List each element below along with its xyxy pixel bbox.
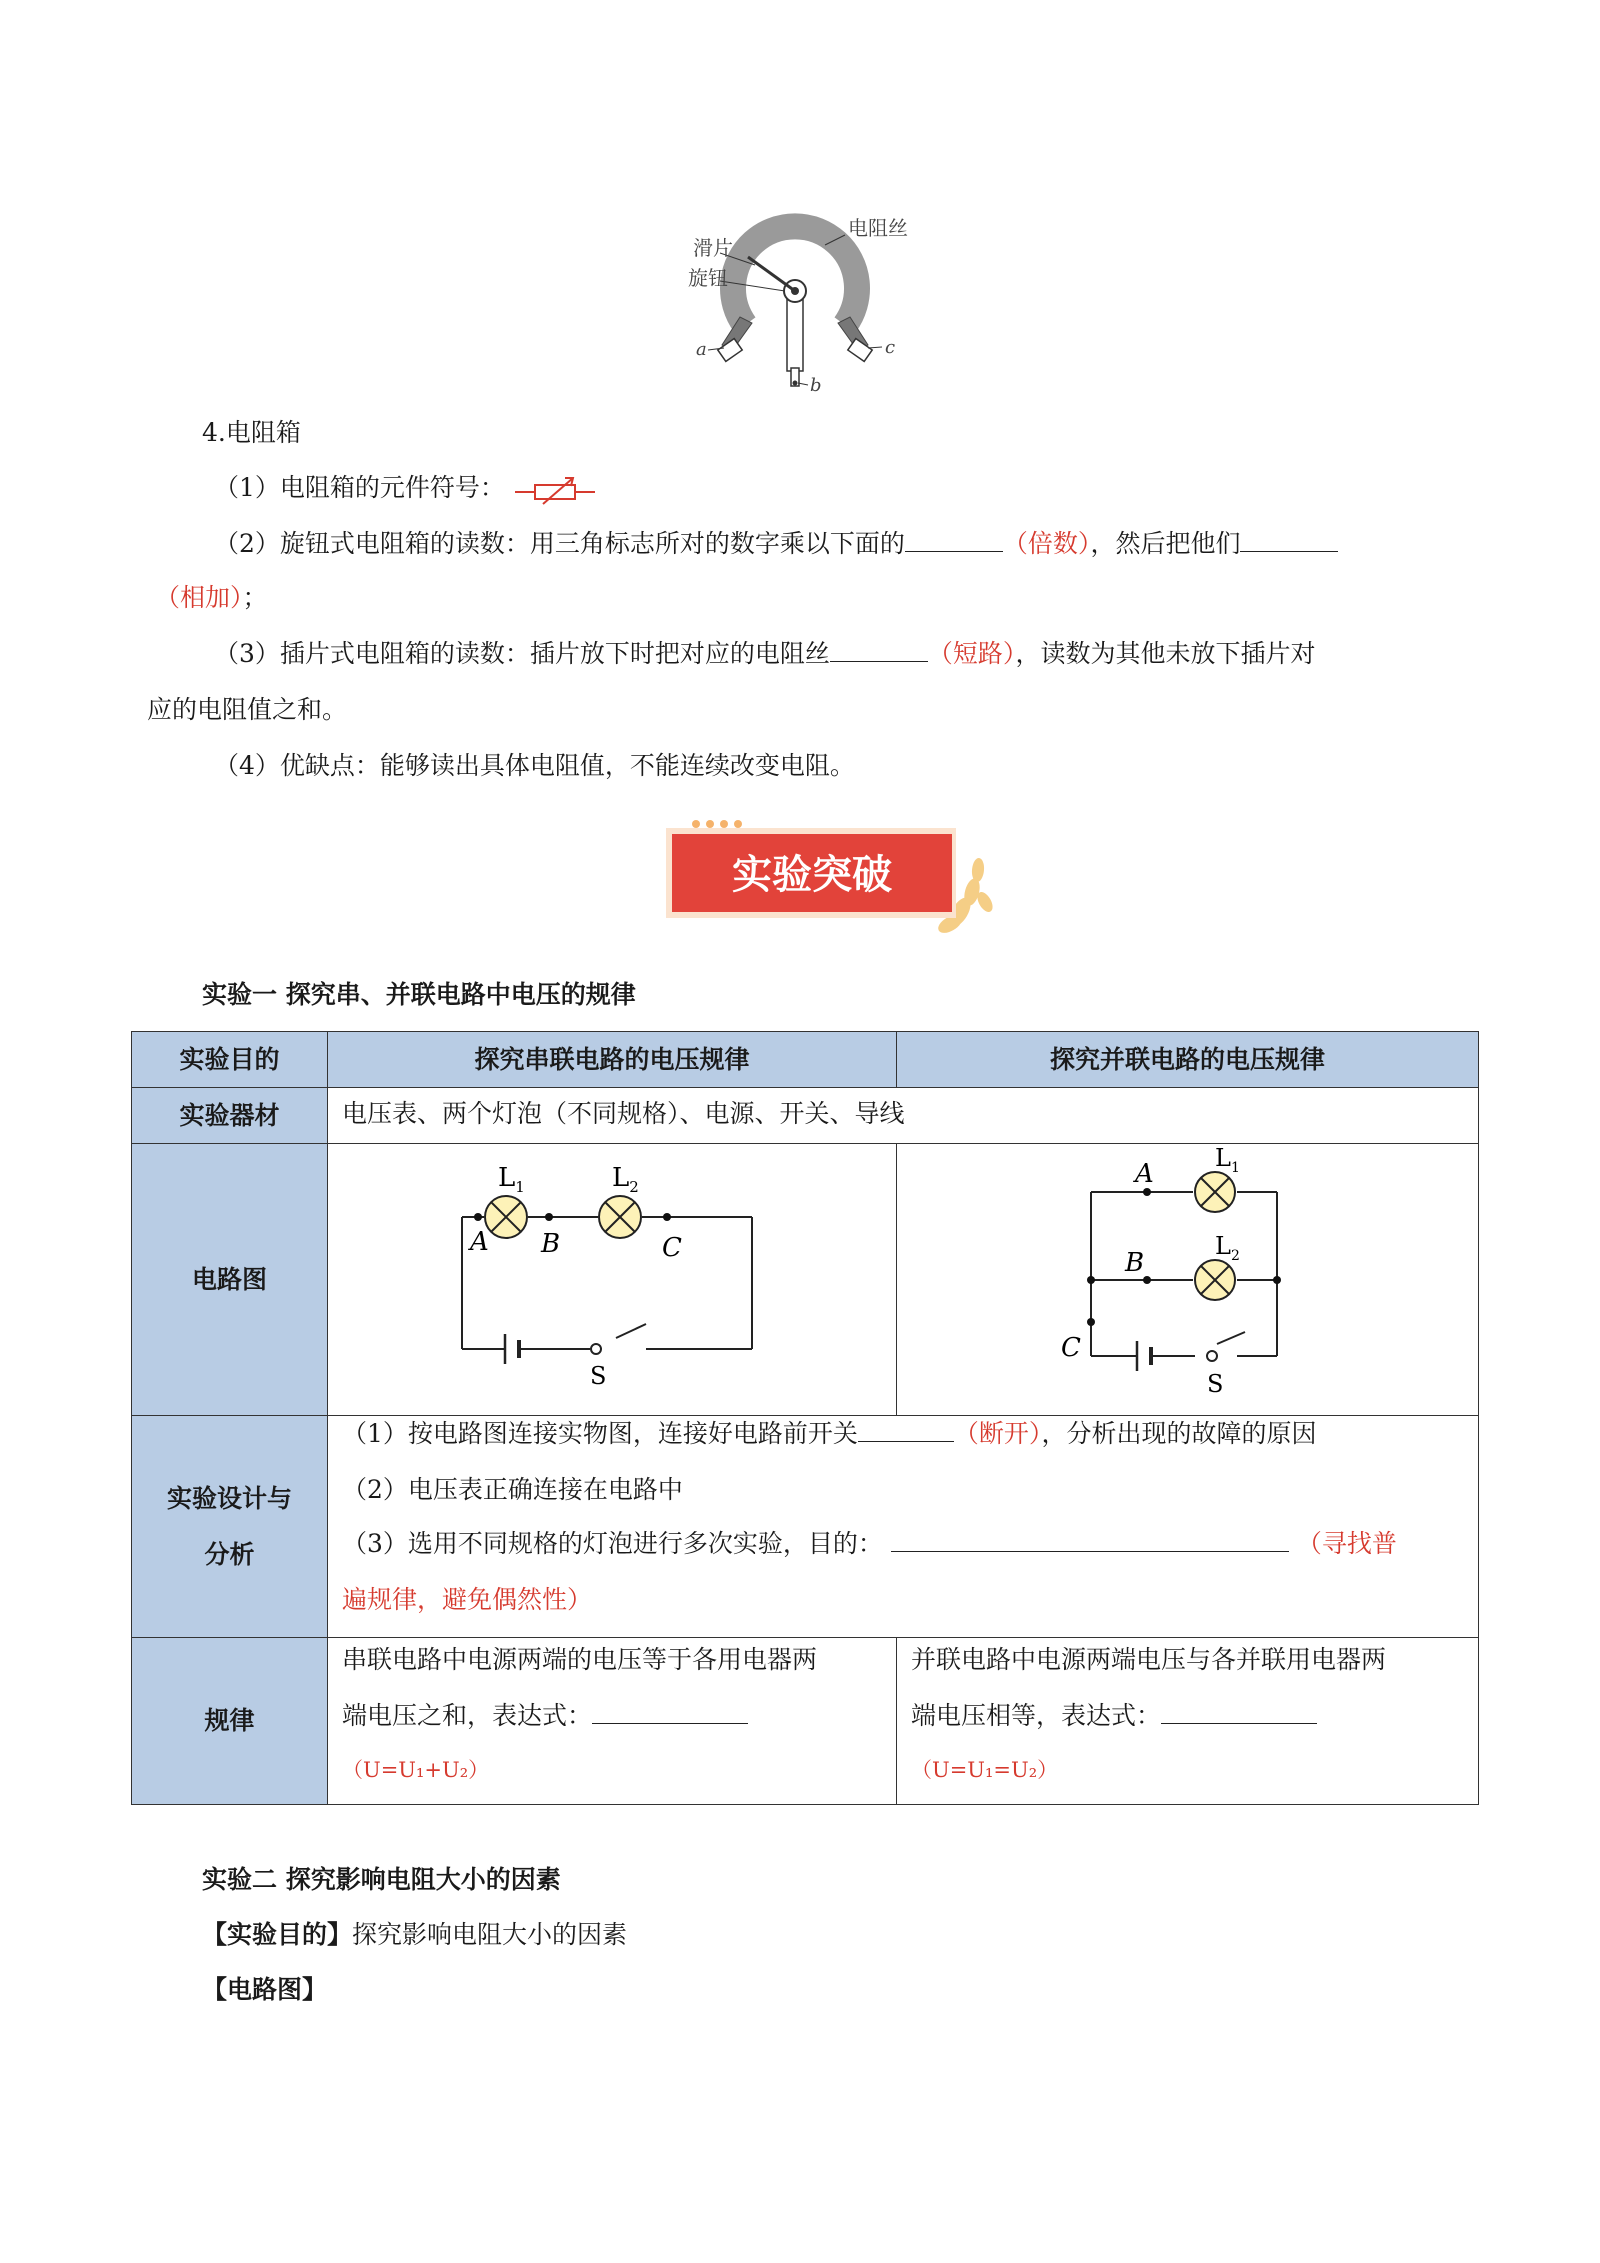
series-point-B: B (541, 1229, 561, 1259)
parallel-L2-label: $L_2$ (1215, 1232, 1240, 1264)
exp1-title: 实验一 探究串、并联电路中电压的规律 (202, 980, 636, 1009)
design-label-line1: 实验设计与 (166, 1483, 292, 1513)
resistance-box-symbol-icon (513, 472, 597, 508)
label-a: a (696, 339, 707, 360)
blank-purpose (891, 1527, 1289, 1552)
exp2-title: 实验二 探究影响电阻大小的因素 (202, 1865, 561, 1894)
circuit-label: 电路图 (132, 1144, 328, 1416)
item3-post: ，读数为其他未放下插片对 (1015, 639, 1316, 668)
purpose-label: 实验目的 (132, 1032, 328, 1088)
law-parallel-line1: 并联电路中电源两端电压与各并联用电器两 (911, 1645, 1387, 1674)
law-series-cell (328, 1638, 897, 1804)
section4-item1 (214, 470, 597, 508)
lamp-L2-icon (599, 1196, 641, 1238)
purpose-parallel: 探究并联电路的电压规律 (897, 1032, 1478, 1088)
series-point-C: C (662, 1233, 682, 1263)
design-label (132, 1416, 328, 1638)
series-circuit-cell (328, 1144, 897, 1416)
blank-short (830, 637, 928, 662)
parallel-lamp-L2-icon (1195, 1260, 1235, 1300)
law-parallel-line2: 端电压相等，表达式： (911, 1698, 1317, 1734)
experiment-banner (660, 812, 1015, 942)
switch-contact (591, 1344, 601, 1354)
answer-open: （断开） (953, 1419, 1042, 1448)
exp2-purpose-text: 探究影响电阻大小的因素 (352, 1920, 628, 1949)
item2-end: ； (242, 583, 268, 612)
design-item3: （3）选用不同规格的灯泡进行多次实验，目的： （寻找普 (342, 1529, 1397, 1558)
exp2-purpose-label: 【实验目的】 (202, 1920, 353, 1949)
series-L1-label: $L_1$ (498, 1163, 525, 1196)
blank-multiplier (905, 527, 1003, 552)
item2-text: （2）旋钮式电阻箱的读数：用三角标志所对的数字乘以下面的 (214, 529, 905, 558)
section4-title: 4.电阻箱 (202, 418, 301, 447)
law-label: 规律 (132, 1638, 328, 1804)
label-b: b (810, 375, 822, 396)
parallel-lamp-L1-icon (1195, 1172, 1235, 1212)
label-c: c (885, 337, 896, 358)
answer-sum: （相加） (155, 583, 243, 612)
design-item1: （1）按电路图连接实物图，连接好电路前开关 （断开），分析出现的故障的原因 (342, 1419, 1317, 1448)
parallel-L1-label: $L_1$ (1215, 1144, 1240, 1176)
blank-series-formula (592, 1699, 748, 1724)
section4-item2-line2 (155, 580, 268, 616)
answer-parallel-formula: （U=U₁=U₂） (911, 1758, 1059, 1782)
parallel-point-C: C (1061, 1333, 1081, 1363)
answer-series-formula: （U=U₁+U₂） (342, 1758, 490, 1782)
banner-graphic (660, 812, 1015, 942)
item3-text: （3）插片式电阻箱的读数：插片放下时把对应的电阻丝 (214, 639, 830, 668)
section4-item3-line2: 应的电阻值之和。 (147, 695, 348, 724)
experiment-table (131, 1031, 1479, 1805)
purpose-series: 探究串联电路的电压规律 (328, 1032, 897, 1088)
parallel-point-A: A (1135, 1159, 1154, 1189)
lamp-L1-icon (485, 1196, 527, 1238)
blank-parallel-formula (1161, 1699, 1317, 1724)
answer-purpose-1: （寻找普 (1296, 1529, 1397, 1558)
parallel-circuit-cell (897, 1144, 1478, 1416)
blank-switch (858, 1417, 954, 1442)
exp2-circuit-label: 【电路图】 (202, 1975, 328, 2004)
series-point-A: A (470, 1227, 489, 1257)
design-content (328, 1416, 1478, 1638)
law-series-line1: 串联电路中电源两端的电压等于各用电器两 (342, 1645, 818, 1674)
label-slider: 滑片 (693, 236, 733, 260)
equipment-value: 电压表、两个灯泡（不同规格）、电源、开关、导线 (328, 1088, 1478, 1144)
equipment-label: 实验器材 (132, 1088, 328, 1144)
exp2-purpose (202, 1917, 627, 1953)
label-wire: 电阻丝 (848, 216, 908, 240)
parallel-point-B: B (1125, 1248, 1145, 1278)
item1-text: （1）电阻箱的元件符号： (214, 473, 505, 502)
parallel-switch-S: S (1207, 1370, 1224, 1398)
series-L2-label: $L_2$ (612, 1163, 639, 1196)
law-parallel-cell (897, 1638, 1478, 1804)
parallel-circuit-diagram (897, 1144, 1476, 1414)
answer-short: （短路） (927, 639, 1016, 668)
answer-purpose-2: 遍规律，避免偶然性） (342, 1585, 593, 1614)
design-label-line2: 分析 (204, 1539, 255, 1569)
series-switch-S: S (590, 1362, 607, 1390)
item2-mid: ，然后把他们 (1090, 529, 1241, 558)
rheostat-diagram (660, 205, 960, 400)
blank-sum (1240, 527, 1338, 552)
series-circuit-diagram (328, 1144, 895, 1414)
design-item2: （2）电压表正确连接在电路中 (342, 1475, 683, 1504)
banner-title: 实验突破 (732, 852, 892, 898)
section4-item2 (214, 526, 1338, 562)
answer-multiplier: （倍数） (1002, 529, 1091, 558)
law-series-line2: 端电压之和，表达式： (342, 1698, 748, 1734)
label-knob: 旋钮 (688, 266, 728, 290)
section4-item4: （4）优缺点：能够读出具体电阻值，不能连续改变电阻。 (214, 751, 855, 780)
rheostat-figure (660, 205, 960, 400)
section4-item3 (214, 636, 1315, 672)
